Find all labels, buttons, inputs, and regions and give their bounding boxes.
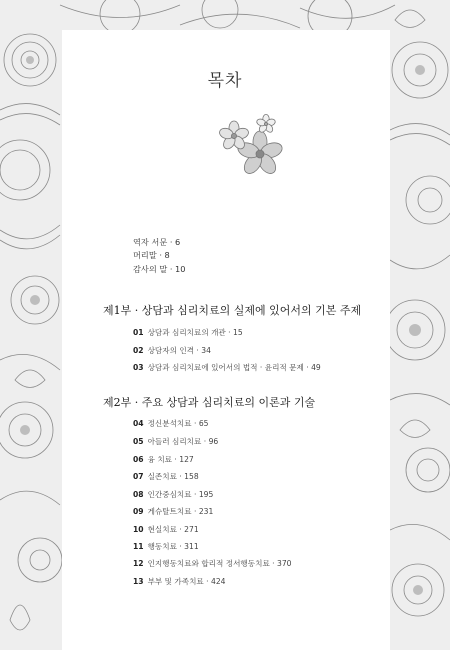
chapter-label: 행동치료 · 311 (147, 542, 199, 551)
chapter-label: 실존치료 · 158 (147, 472, 199, 481)
chapter-item[interactable] (133, 558, 292, 569)
front-matter-item[interactable]: 감사의 말 · 10 (133, 263, 186, 274)
chapter-item[interactable] (133, 327, 243, 338)
chapter-item[interactable] (133, 506, 213, 517)
chapter-number: 02 (133, 346, 144, 355)
chapter-item[interactable] (133, 471, 199, 482)
chapter-number: 07 (133, 472, 144, 481)
chapter-number: 10 (133, 525, 144, 534)
chapter-label: 융 치료 · 127 (147, 455, 194, 464)
chapter-item[interactable] (133, 541, 199, 552)
chapter-number: 05 (133, 437, 144, 446)
chapter-label: 상담자의 인격 · 34 (147, 346, 211, 355)
part-2-title[interactable]: 제2부 · 주요 상담과 심리치료의 이론과 기술 (103, 396, 316, 409)
chapter-label: 게슈탈트치료 · 231 (147, 507, 214, 516)
front-matter-item[interactable]: 역자 서문 · 6 (133, 237, 181, 247)
chapter-label: 아들러 심리치료 · 96 (147, 437, 219, 446)
chapter-item[interactable] (133, 345, 211, 356)
page-title: 목차 (207, 71, 243, 91)
chapter-label: 부부 및 가족치료 · 424 (147, 577, 226, 586)
chapter-number: 09 (133, 507, 144, 516)
chapter-number: 11 (133, 542, 144, 551)
chapter-number: 01 (133, 328, 144, 337)
chapter-number: 08 (133, 490, 144, 499)
chapter-item[interactable] (133, 524, 199, 535)
chapter-item[interactable] (133, 454, 194, 465)
chapter-item[interactable] (133, 436, 218, 447)
chapter-label: 인간중심치료 · 195 (147, 490, 214, 499)
front-matter-item[interactable]: 머리말 · 8 (133, 250, 170, 261)
flower-illustration (214, 110, 286, 182)
chapter-item[interactable] (133, 418, 209, 429)
chapter-label: 상담과 심리치료의 개관 · 15 (147, 328, 243, 337)
chapter-item[interactable] (133, 576, 226, 587)
chapter-number: 04 (133, 419, 144, 428)
chapter-number: 06 (133, 455, 144, 464)
chapter-number: 03 (133, 363, 144, 372)
chapter-label: 현실치료 · 271 (147, 525, 199, 534)
chapter-number: 13 (133, 577, 144, 586)
chapter-item[interactable] (133, 489, 213, 500)
chapter-label: 인지행동치료와 합리적 정서행동치료 · 370 (147, 559, 292, 568)
chapter-label: 상담과 심리치료에 있어서의 법적 · 윤리적 문제 · 49 (147, 363, 321, 372)
chapter-label: 정신분석치료 · 65 (147, 419, 209, 428)
front-matter-list (133, 236, 185, 276)
chapter-item[interactable] (133, 362, 321, 373)
chapter-number: 12 (133, 559, 144, 568)
part-1-title[interactable]: 제1부 · 상담과 심리치료의 실제에 있어서의 기본 주제 (103, 304, 362, 317)
